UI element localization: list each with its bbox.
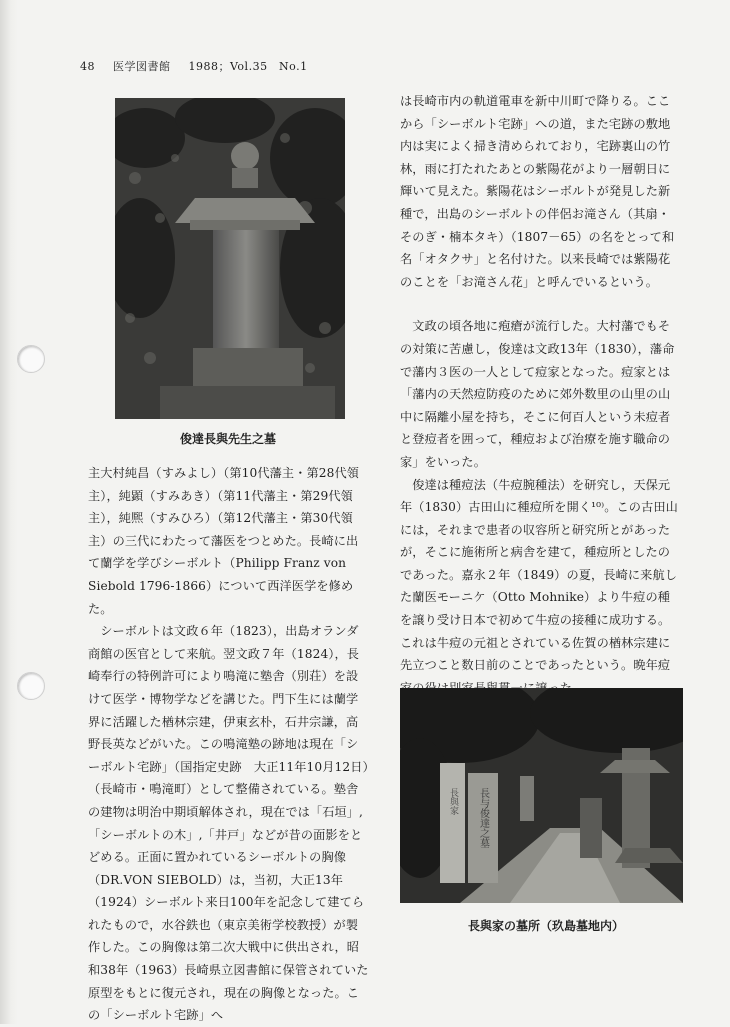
page-edge-shadow [0,0,18,1024]
paragraph: 文政の頃各地に疱瘡が流行した。大村藩でもその対策に苦慮し，俊達は文政13年（1830），藩命で藩内３医の一人として痘家となった。痘家とは「藩内の天然痘防疫のために郊外数里の山里の山中に隔離小屋を持ち，そこに何百人という未痘者と登痘者を囲って，種痘および治療を施す職命の家」をいった。 [400,319,675,469]
figure-caption-bottom: 長與家の墓所（玖島墓地内） [468,919,625,933]
left-column [88,462,370,1027]
paragraph: は長崎市内の軌道電車を新中川町で降りる。ここから「シーボルト宅跡」への道，また宅跡の敷地内は実によく掃き清められており，宅跡裏山の竹林，雨に打たれたあとの紫陽花がより一層朝日に輝いて見えた。紫陽花はシーボルトが発見した新種で，出島のシーボルトの伴侶お滝さん（其扇・そのぎ・楠本タキ）（1807－65）の名をとって和名「オタクサ」と名付けた。以来長崎では紫陽花のことを「お滝さん花」と呼んでいるという。 [400,94,675,289]
paragraph: シーボルトは文政６年（1823），出島オランダ商館の医官として来航。翌文政７年（1824），長崎奉行の特例許可により鳴滝に塾舎（別荘）を設けて医学・博物学などを講じた。門下生には蘭学界に活躍した楢林宗建，伊東玄朴，石井宗謙，高野長英などがいた。この鳴滝塾の跡地は現在「シーボルト宅跡」（国指定史跡 大正11年10月12日）（長崎市・鳴滝町）として整備されている。塾舎の建物は明治中期頃解体され，現在では「石垣」,「シーボルトの木」,「井戸」などが昔の面影をとどめる。正面に置かれているシーボルトの胸像（DR.VON SIEBOLD）は，当初，大正13年（1924）シーボルト来日100年を記念して建てられたもので，水谷鉄也（東京美術学校教授）が製作した。この胸像は第二次大戦中に供出され，昭和38年（1963）長崎県立図書館に保管されていた原型をもとに復元され，現在の胸像となった。この「シーボルト宅跡」へ [88,624,369,1023]
stone-inscription-left: 長與家 [448,788,458,815]
paragraph: 俊達は種痘法（牛痘腕種法）を研究し，天保元年（1830）古田山に種痘所を開く¹⁰⁾。この古田山には，それまで患者の収容所と研究所とがあったが，そこに施術所と病舎を建て，種痘所としたのであった。嘉永２年（1849）の夏，長崎に来航した蘭医モーニケ（Otto Mohnike）より牛痘の種を譲り受け日本で初めて牛痘の接種に成功する。これは牛痘の元祖とされている佐賀の楢林宗建に先立つこと数日前のことであったという。晩年痘 [400,477,678,673]
punch-hole [17,672,45,700]
paragraph: 主大村純昌（すみよし）（第10代藩主・第28代領主），純顕（すみあき）（第11代藩主・第29代領主），純熈（すみひろ）（第12代藩主・第30代領主）の三代にわたって藩医をつとめた。長崎に出て蘭学を学びシーボルト（Philipp Franz von Siebold 1796-1866）について西洋医学を修めた。 [88,466,360,616]
photo-family-graves [400,688,683,903]
punch-hole [17,345,45,373]
gravestone-photo-image [115,98,345,419]
photo-gravestone [115,98,345,419]
journal-issue: 1988；Vol.35 No.1 [188,60,308,73]
figure-caption-top: 俊達長與先生之墓 [180,432,277,446]
page-number: 48 [80,60,95,73]
stone-inscription-right: 長与俊達之墓 [477,788,489,848]
family-graves-photo-image [400,688,683,903]
running-header [80,58,322,74]
right-column [400,90,682,767]
journal-title: 医学図書館 [113,60,171,73]
